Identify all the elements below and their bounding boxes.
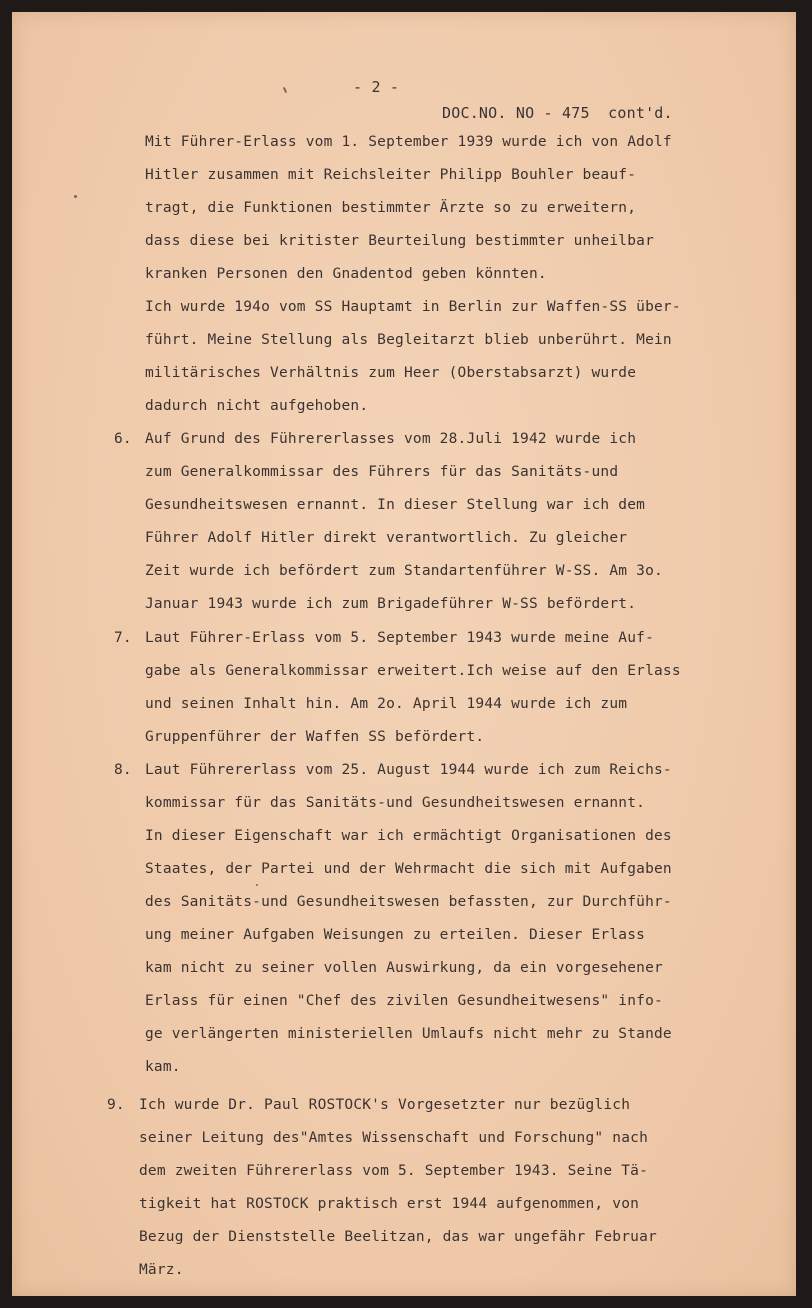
paper-speck xyxy=(74,195,77,198)
text-line: Staates, der Partei und der Wehrmacht die sich mit Aufgaben xyxy=(145,861,672,877)
text-line: gabe als Generalkommissar erweitert.Ich weise auf den Erlass xyxy=(145,663,681,679)
text-line: kommissar für das Sanitäts-und Gesundheitswesen ernannt. xyxy=(145,795,646,811)
text-line: des Sanitäts-und Gesundheitswesen befassten, zur Durchführ- xyxy=(145,894,672,910)
text-line: führt. Meine Stellung als Begleitarzt blieb unberührt. Mein xyxy=(145,332,672,348)
text-line: Erlass für einen "Chef des zivilen Gesundheitwesens" info- xyxy=(145,993,663,1009)
document-number: DOC.NO. NO - 475 cont'd. xyxy=(442,104,673,122)
paragraph-number: 6. xyxy=(114,431,132,447)
text-line: Hitler zusammen mit Reichsleiter Philipp Bouhler beauf- xyxy=(145,167,637,183)
document-page xyxy=(12,12,796,1296)
text-line: kam nicht zu seiner vollen Auswirkung, da ein vorgesehener xyxy=(145,960,663,976)
text-line: Laut Führererlass vom 25. August 1944 wurde ich zum Reichs- xyxy=(145,762,672,778)
text-line: tragt, die Funktionen bestimmter Ärzte so zu erweitern, xyxy=(145,200,637,216)
text-line: ge verlängerten ministeriellen Umlaufs nicht mehr zu Stande xyxy=(145,1026,672,1042)
text-line: März. xyxy=(139,1262,184,1278)
paragraph-number: 7. xyxy=(114,630,132,646)
text-line: In dieser Eigenschaft war ich ermächtigt Organisationen des xyxy=(145,828,672,844)
text-line: Ich wurde 194o vom SS Hauptamt in Berlin zur Waffen-SS über- xyxy=(145,299,681,315)
paragraph-number: 8. xyxy=(114,762,132,778)
text-line: kranken Personen den Gnadentod geben könnten. xyxy=(145,266,547,282)
paper-speck xyxy=(256,884,258,886)
text-line: Januar 1943 wurde ich zum Brigadeführer W-SS befördert. xyxy=(145,596,637,612)
text-line: Mit Führer-Erlass vom 1. September 1939 wurde ich von Adolf xyxy=(145,134,672,150)
text-line: Führer Adolf Hitler direkt verantwortlich. Zu gleicher xyxy=(145,530,628,546)
text-line: Bezug der Dienststelle Beelitzan, das war ungefähr Februar xyxy=(139,1229,657,1245)
paper-speck xyxy=(283,87,287,93)
paragraph-number: 9. xyxy=(107,1097,125,1113)
text-line: Zeit wurde ich befördert zum Standartenführer W-SS. Am 3o. xyxy=(145,563,663,579)
text-line: seiner Leitung des"Amtes Wissenschaft und Forschung" nach xyxy=(139,1130,648,1146)
text-line: Gesundheitswesen ernannt. In dieser Stellung war ich dem xyxy=(145,497,646,513)
text-line: zum Generalkommissar des Führers für das Sanitäts-und xyxy=(145,464,619,480)
text-line: militärisches Verhältnis zum Heer (Oberstabsarzt) wurde xyxy=(145,365,637,381)
text-line: Laut Führer-Erlass vom 5. September 1943 wurde meine Auf- xyxy=(145,630,654,646)
text-line: dadurch nicht aufgehoben. xyxy=(145,398,369,414)
text-line: tigkeit hat ROSTOCK praktisch erst 1944 aufgenommen, von xyxy=(139,1196,640,1212)
text-line: Gruppenführer der Waffen SS befördert. xyxy=(145,729,485,745)
page-number: - 2 - xyxy=(353,78,400,96)
text-line: kam. xyxy=(145,1059,181,1075)
text-line: und seinen Inhalt hin. Am 2o. April 1944 wurde ich zum xyxy=(145,696,628,712)
text-line: Auf Grund des Führererlasses vom 28.Juli 1942 wurde ich xyxy=(145,431,637,447)
text-line: dem zweiten Führererlass vom 5. September 1943. Seine Tä- xyxy=(139,1163,648,1179)
text-line: Ich wurde Dr. Paul ROSTOCK's Vorgesetzter nur bezüglich xyxy=(139,1097,631,1113)
text-line: ung meiner Aufgaben Weisungen zu erteilen. Dieser Erlass xyxy=(145,927,646,943)
text-line: dass diese bei kritister Beurteilung bestimmter unheilbar xyxy=(145,233,654,249)
